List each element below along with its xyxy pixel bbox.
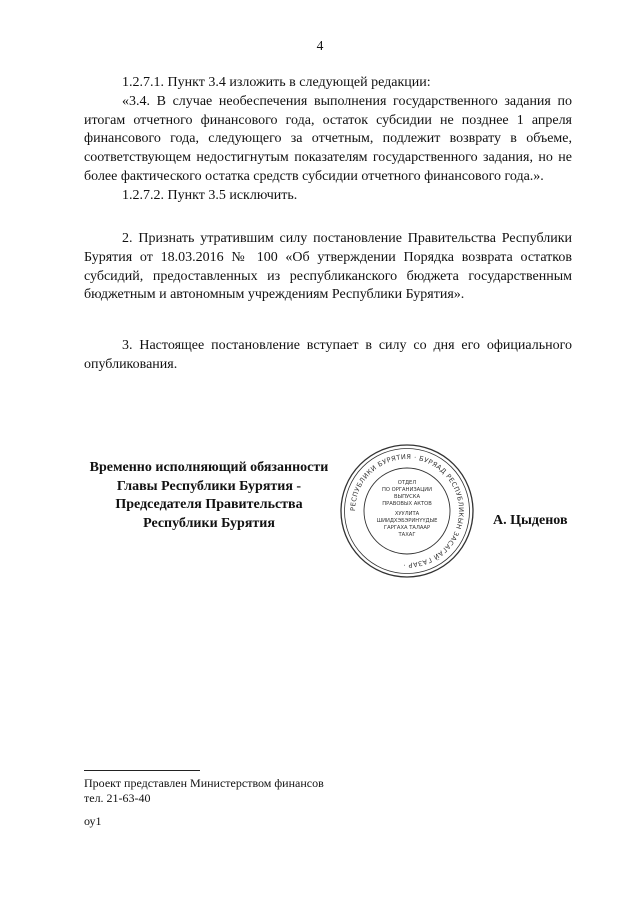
paragraph-clause-2: 2. Признать утратившим силу постановление Правительства Республики Бурятия от 18.03.2016 № 100 «Об утверждении Порядка возврата остатков субсидий, предоставленных из республиканского бюджета государственным бюджетным и автономным учреждениям Республики Бурятия». (84, 231, 572, 303)
seal-line-1: ОТДЕЛ (397, 480, 417, 486)
amendment-block (84, 74, 572, 206)
signatory-title (80, 459, 338, 533)
signatory-name: А. Цыденов (493, 513, 568, 528)
paragraph-1-2-7-1: 1.2.7.1. Пункт 3.4 изложить в следующей редакции: (122, 75, 431, 90)
official-seal-stamp (339, 443, 475, 579)
footer-phone: тел. 21-63-40 (84, 791, 151, 805)
seal-line-4: ПРАВОВЫХ АКТОВ (382, 501, 432, 507)
signatory-title-line-1: Временно исполняющий обязанности (89, 460, 329, 475)
seal-line-6: ШИИДХЭБЭРИНҮҮДЫЕ (376, 518, 438, 524)
seal-line-2: ПО ОРГАНИЗАЦИИ (381, 487, 433, 493)
footer-presented-by: Проект представлен Министерством финансов (84, 776, 324, 790)
seal-line-3: ВЫПУСКА (393, 494, 421, 500)
seal-line-7: ГАРГАХА ТАЛААР (383, 525, 431, 531)
seal-line-5: ХУУЛИТА (394, 511, 420, 517)
footer-divider (84, 770, 200, 771)
clause-3-block (84, 337, 572, 375)
document-code: оу1 (84, 814, 102, 828)
paragraph-quote-3-4: «3.4. В случае необеспечения выполнения государственного задания по итогам отчетного финансового года, остаток субсидии не позднее 1 апреля финансового года, следующего за отчетным, подлежит возврату в объеме, соответствующем недостигнутым показателям государственного задания, но не более фактического остатка средств субсидии отчетного финансового года.». (84, 93, 572, 184)
signatory-title-line-3: Председателя Правительства (115, 497, 303, 512)
signatory-title-line-4: Республики Бурятия (143, 515, 275, 531)
paragraph-1-2-7-2: 1.2.7.2. Пункт 3.5 исключить. (122, 187, 298, 203)
paragraph-clause-3: 3. Настоящее постановление вступает в силу со дня его официального опубликования. (84, 338, 572, 372)
page-number: 4 (316, 38, 324, 53)
signatory-title-line-2: Главы Республики Бурятия - (116, 478, 302, 494)
footer-note (84, 776, 324, 806)
seal-line-8: ТАХАГ (398, 532, 416, 538)
clause-2-block (84, 230, 572, 305)
seal-ring-text: РЕСПУБЛИКИ БУРЯТИЯ · БУРЯАД РЕСПУБЛИКЫН ЗАСАГАЙ ГАЗАР · (348, 452, 466, 570)
